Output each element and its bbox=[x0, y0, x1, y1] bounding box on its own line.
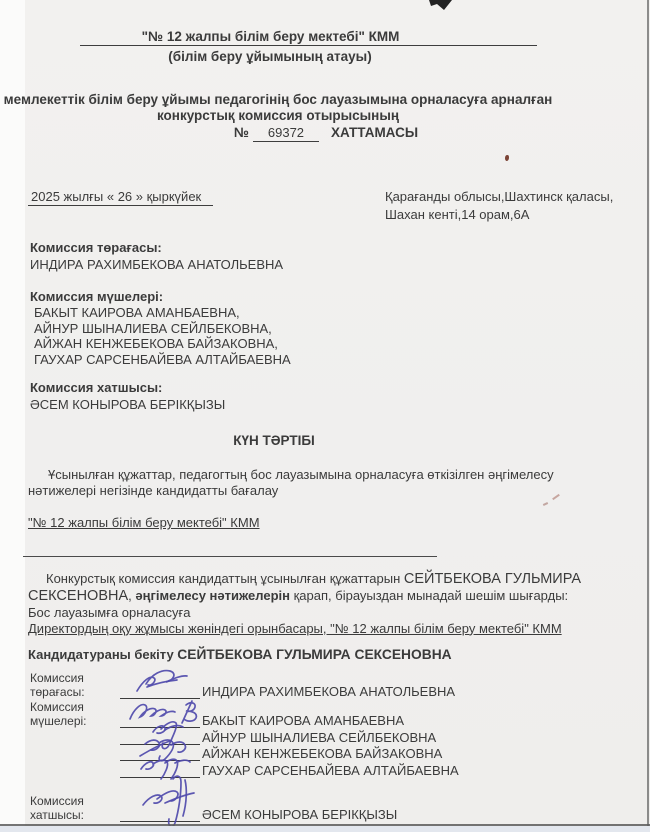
decision-part1: Конкурстық комиссия кандидаттың ұсынылған құжаттарын bbox=[46, 571, 404, 586]
scan-artifact-mark bbox=[427, 0, 457, 13]
member-signature-row bbox=[30, 700, 459, 729]
signature-line bbox=[120, 764, 200, 778]
protocol-intro-line1: мемлекеттік білім беру ұйымы педагогінің бос лауазымына орналасуға арналған bbox=[3, 92, 553, 107]
sig-members-label: Комиссия мүшелері: bbox=[30, 700, 87, 729]
protocol-number-value: 69372 bbox=[253, 125, 319, 142]
scan-right-edge bbox=[647, 0, 649, 826]
sig-member-name: АЙЖАН КЕНЖЕБЕКОВА БАЙЗАКОВНА bbox=[202, 746, 443, 762]
protocol-date: 2025 жылғы « 26 » қыркүйек bbox=[28, 189, 213, 206]
sig-member-name: БАКЫТ КАИРОВА АМАНБАЕВНА bbox=[202, 713, 405, 729]
agenda-body: Ұсынылған құжаттар, педагогтың бос лауазымына орналасуға өткізілген әңгімелесу нәтижелері негізінде кандидатты бағалау bbox=[28, 467, 554, 498]
sig-chair-name: ИНДИРА РАХИМБЕКОВА АНАТОЛЬЕВНА bbox=[202, 684, 456, 700]
approval-prefix: Кандидатураны бекіту bbox=[28, 647, 178, 662]
protocol-address bbox=[385, 188, 613, 223]
approval-line bbox=[28, 647, 452, 662]
signature-line bbox=[120, 714, 200, 728]
member-name: АЙНУР ШЫНАЛИЕВА СЕЙЛБЕКОВНА, bbox=[34, 320, 272, 336]
candidate-name: СЕЙТБЕКОВА ГУЛЬМИРА СЕКСЕНОВНА bbox=[28, 571, 582, 604]
decision-paragraph bbox=[28, 571, 614, 637]
sig-member-name: ГАУХАР САРСЕНБАЙЕВА АЛТАЙБАЕВНА bbox=[202, 762, 459, 778]
sig-chair-label: Комиссия төрағасы: bbox=[30, 671, 85, 700]
separator-line bbox=[23, 556, 437, 557]
signature-line bbox=[120, 747, 200, 761]
member-signature-row bbox=[30, 745, 459, 761]
members-signature-rows bbox=[30, 700, 459, 778]
sig-member-name: АЙНУР ШЫНАЛИЕВА СЕЙЛБЕКОВНА bbox=[202, 729, 437, 745]
decision-part2: , bbox=[128, 587, 136, 603]
members-list bbox=[34, 305, 291, 367]
sig-secretary-label: Комиссия хатшысы: bbox=[30, 794, 84, 823]
secretary-name: ӘСЕМ КОНЫРОВА БЕРІКҚЫЗЫ bbox=[30, 397, 226, 412]
member-name: ГАУХАР САРСЕНБАЙЕВА АЛТАЙБАЕВНА bbox=[34, 351, 291, 367]
decision-part3: қарап, бірауыздан мынадай шешім шығарды: bbox=[290, 587, 569, 603]
member-signature-row bbox=[30, 728, 459, 744]
member-name: БАКЫТ КАИРОВА АМАНБАЕВНА, bbox=[34, 305, 240, 320]
signature-line bbox=[120, 731, 200, 745]
school-name-caption: (білім беру ұйымының атауы) bbox=[168, 49, 372, 64]
members-label: Комиссия мүшелері: bbox=[30, 289, 164, 304]
vacancy-line: Бос лауазымға орналасуға bbox=[28, 604, 191, 620]
ink-speck bbox=[543, 502, 548, 506]
chair-label: Комиссия төрағасы: bbox=[30, 240, 162, 255]
member-signature-row bbox=[30, 761, 459, 777]
approval-candidate-name: СЕЙТБЕКОВА ГУЛЬМИРА СЕКСЕНОВНА bbox=[177, 647, 452, 662]
protocol-no-sign: № bbox=[233, 125, 249, 140]
address-line1: Қарағанды облысы,Шахтинск қаласы, bbox=[385, 189, 614, 204]
sig-secretary-name: ӘСЕМ КОНЫРОВА БЕРІКҚЫЗЫ bbox=[202, 807, 398, 823]
protocol-title: ХАТТАМАСЫ bbox=[330, 125, 419, 140]
protocol-intro-line2: конкурстық комиссия отырысының bbox=[156, 108, 400, 123]
document-school-name: "№ 12 жалпы білім беру мектебі" КММ bbox=[80, 29, 537, 46]
protocol-number-line bbox=[0, 125, 650, 142]
signature-line bbox=[120, 808, 200, 822]
agenda-title: КҮН ТӘРТІБІ bbox=[233, 433, 315, 448]
chair-signature-row bbox=[30, 671, 456, 700]
scan-bottom-strip bbox=[0, 826, 650, 832]
decision-bold-phrase: әңгімелесу нәтижелерін bbox=[135, 587, 290, 603]
chair-name: ИНДИРА РАХИМБЕКОВА АНАТОЛЬЕВНА bbox=[30, 257, 284, 272]
address-line2: Шахан кенті,14 орам,6А bbox=[385, 206, 530, 222]
position-line: Директордың оқу жұмысы жөніндегі орынбасары, "№ 12 жалпы білім беру мектебі" КММ bbox=[28, 620, 562, 636]
agenda-school-name: "№ 12 жалпы білім беру мектебі" КММ bbox=[28, 515, 260, 530]
member-name: АЙЖАН КЕНЖЕБЕКОВА БАЙЗАКОВНА, bbox=[34, 336, 278, 352]
signature-line bbox=[120, 685, 200, 699]
secretary-label: Комиссия хатшысы: bbox=[30, 380, 163, 395]
ink-speck bbox=[505, 155, 509, 161]
secretary-signature-row bbox=[30, 794, 398, 823]
